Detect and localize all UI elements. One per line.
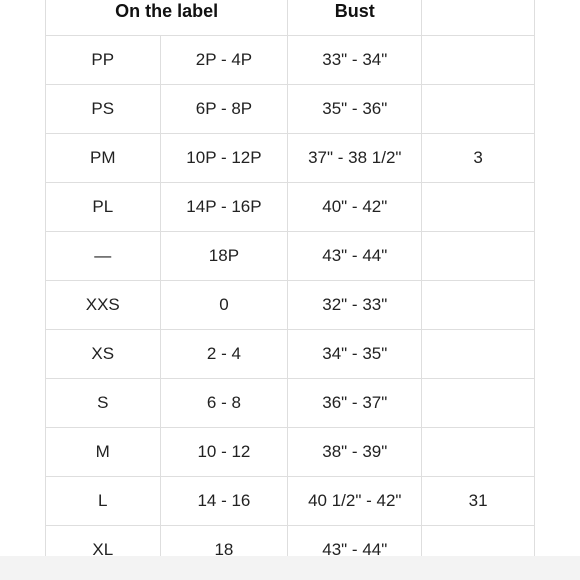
cell-bust: 35" - 36" bbox=[288, 85, 422, 134]
cell-numeric-size: 14 - 16 bbox=[160, 477, 288, 526]
cell-label-size: XL bbox=[46, 526, 161, 557]
cell-numeric-size: 10P - 12P bbox=[160, 134, 288, 183]
cell-column-4 bbox=[422, 183, 535, 232]
cell-bust: 38" - 39" bbox=[288, 428, 422, 477]
cell-column-4 bbox=[422, 428, 535, 477]
table-row bbox=[46, 85, 535, 134]
cell-column-4 bbox=[422, 232, 535, 281]
cell-label-size: PM bbox=[46, 134, 161, 183]
cell-numeric-size: 6 - 8 bbox=[160, 379, 288, 428]
cell-column-4 bbox=[422, 526, 535, 557]
cell-label-size: PL bbox=[46, 183, 161, 232]
table-row bbox=[46, 232, 535, 281]
cell-column-4 bbox=[422, 330, 535, 379]
header-bust: Bust bbox=[288, 0, 422, 36]
cell-bust: 34" - 35" bbox=[288, 330, 422, 379]
cell-column-4 bbox=[422, 85, 535, 134]
cell-bust: 32" - 33" bbox=[288, 281, 422, 330]
cell-bust: 36" - 37" bbox=[288, 379, 422, 428]
table-row bbox=[46, 183, 535, 232]
cell-bust: 43" - 44" bbox=[288, 526, 422, 557]
cell-numeric-size: 2 - 4 bbox=[160, 330, 288, 379]
cell-numeric-size: 18P bbox=[160, 232, 288, 281]
cell-label-size: XS bbox=[46, 330, 161, 379]
cell-bust: 33" - 34" bbox=[288, 36, 422, 85]
cell-column-4 bbox=[422, 281, 535, 330]
table-row bbox=[46, 36, 535, 85]
header-column-4 bbox=[422, 0, 535, 36]
cell-label-size: PP bbox=[46, 36, 161, 85]
cell-label-size: M bbox=[46, 428, 161, 477]
table-row bbox=[46, 281, 535, 330]
cell-bust: 37" - 38 1/2" bbox=[288, 134, 422, 183]
table-row bbox=[46, 134, 535, 183]
header-row bbox=[46, 0, 535, 36]
cell-column-4 bbox=[422, 379, 535, 428]
cell-column-4 bbox=[422, 36, 535, 85]
cell-bust: 40" - 42" bbox=[288, 183, 422, 232]
header-on-the-label: On the label bbox=[46, 0, 288, 36]
cell-column-4: 31 bbox=[422, 477, 535, 526]
cell-numeric-size: 2P - 4P bbox=[160, 36, 288, 85]
cell-numeric-size: 18 bbox=[160, 526, 288, 557]
size-chart-table bbox=[45, 0, 535, 556]
cell-label-size: PS bbox=[46, 85, 161, 134]
cell-numeric-size: 0 bbox=[160, 281, 288, 330]
cell-bust: 43" - 44" bbox=[288, 232, 422, 281]
bottom-strip bbox=[0, 556, 580, 580]
cell-label-size: XXS bbox=[46, 281, 161, 330]
cell-numeric-size: 6P - 8P bbox=[160, 85, 288, 134]
cell-numeric-size: 14P - 16P bbox=[160, 183, 288, 232]
cell-label-size: S bbox=[46, 379, 161, 428]
cell-label-size: — bbox=[46, 232, 161, 281]
table-row bbox=[46, 379, 535, 428]
cell-bust: 40 1/2" - 42" bbox=[288, 477, 422, 526]
table-row bbox=[46, 428, 535, 477]
cell-numeric-size: 10 - 12 bbox=[160, 428, 288, 477]
table-row bbox=[46, 330, 535, 379]
cell-label-size: L bbox=[46, 477, 161, 526]
table-row bbox=[46, 477, 535, 526]
table-row bbox=[46, 526, 535, 557]
cell-column-4: 3 bbox=[422, 134, 535, 183]
table-body bbox=[46, 36, 535, 557]
